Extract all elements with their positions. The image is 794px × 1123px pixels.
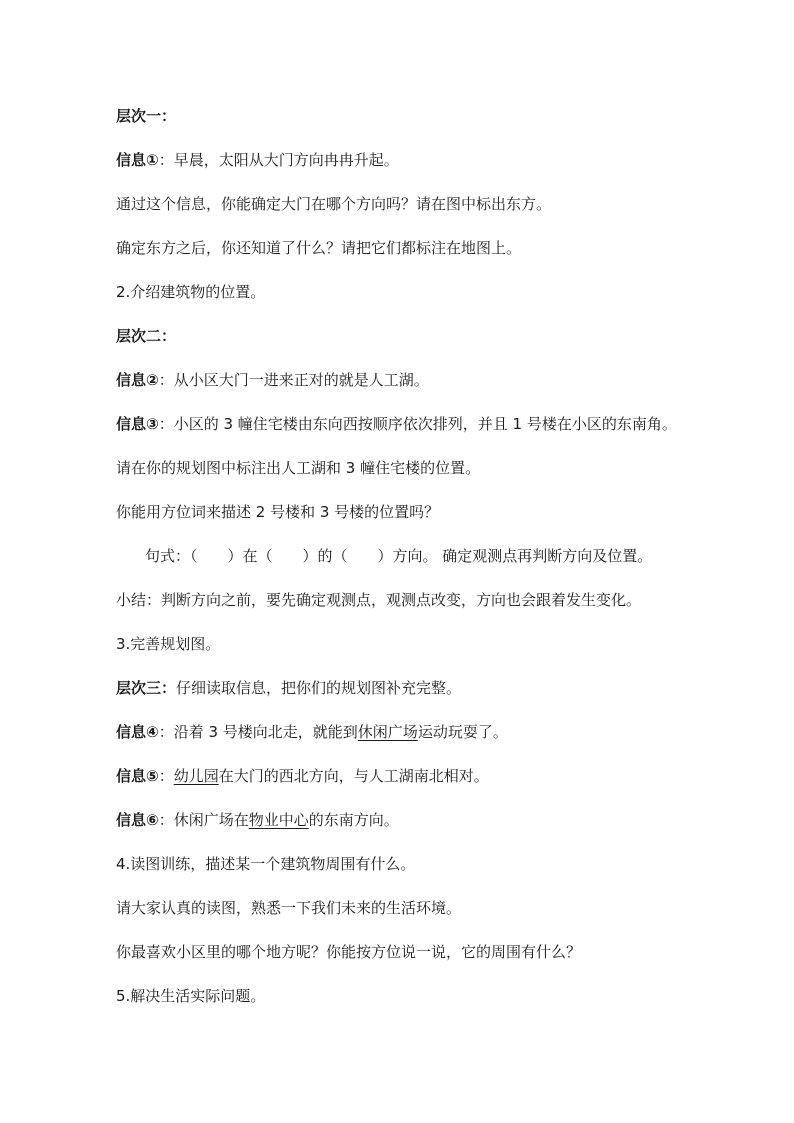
paragraph: 你最喜欢小区里的哪个地方呢？你能按方位说一说，它的周围有什么？ bbox=[116, 943, 582, 961]
info-label: 信息④ bbox=[116, 723, 159, 741]
underlined-place: 休闲广场 bbox=[357, 723, 418, 741]
paragraph: 请大家认真的读图，熟悉一下我们未来的生活环境。 bbox=[116, 899, 462, 917]
paragraph: 通过这个信息，你能确定大门在哪个方向吗？请在图中标出东方。 bbox=[116, 195, 552, 213]
paragraph: 确定东方之后，你还知道了什么？请把它们都标注在地图上。 bbox=[116, 239, 522, 257]
info-label: 信息① bbox=[116, 151, 159, 169]
paragraph: 请在你的规划图中标注出人工湖和 3 幢住宅楼的位置。 bbox=[116, 459, 481, 477]
info-text: 的东南方向。 bbox=[308, 811, 399, 829]
sentence-pattern: 句式：（ ）在（ ）的（ ）方向。 确定观测点再判断方向及位置。 bbox=[145, 547, 653, 565]
section-label: 层次三： bbox=[116, 679, 177, 697]
summary: 小结：判断方向之前，要先确定观测点，观测点改变，方向也会跟着发生变化。 bbox=[116, 591, 642, 609]
info-text: ：早晨，太阳从大门方向冉冉升起。 bbox=[158, 151, 399, 169]
section-heading-level-3 bbox=[116, 678, 461, 698]
info-text: ：从小区大门一进来正对的就是人工湖。 bbox=[158, 371, 429, 389]
section-text: 仔细读取信息，把你们的规划图补充完整。 bbox=[176, 679, 462, 697]
info-text: 在大门的西北方向，与人工湖南北相对。 bbox=[218, 767, 489, 785]
step-heading: 4.读图训练，描述某一个建筑物周围有什么。 bbox=[116, 855, 416, 873]
paragraph: 你能用方位词来描述 2 号楼和 3 号楼的位置吗？ bbox=[116, 503, 440, 521]
info-2 bbox=[116, 370, 429, 390]
info-6 bbox=[116, 810, 399, 830]
step-heading: 3.完善规划图。 bbox=[116, 635, 221, 653]
info-label: 信息⑥ bbox=[116, 811, 159, 829]
info-text: ：休闲广场在 bbox=[158, 811, 249, 829]
underlined-place: 物业中心 bbox=[248, 811, 309, 829]
step-heading: 5.解决生活实际问题。 bbox=[116, 987, 266, 1005]
info-text: ：小区的 3 幢住宅楼由东向西按顺序依次排列，并且 1 号楼在小区的东南角。 bbox=[158, 415, 677, 433]
section-heading-level-2: 层次二： bbox=[116, 327, 177, 345]
info-label: 信息③ bbox=[116, 415, 159, 433]
info-text: 运动玩耍了。 bbox=[417, 723, 508, 741]
info-1 bbox=[116, 150, 399, 170]
info-text: ： bbox=[158, 767, 174, 785]
info-label: 信息⑤ bbox=[116, 767, 159, 785]
info-5 bbox=[116, 766, 489, 786]
info-4 bbox=[116, 722, 508, 742]
info-3 bbox=[116, 414, 677, 434]
underlined-place: 幼儿园 bbox=[173, 767, 219, 785]
info-text: ：沿着 3 号楼向北走，就能到 bbox=[158, 723, 358, 741]
step-heading: 2.介绍建筑物的位置。 bbox=[116, 283, 266, 301]
info-label: 信息② bbox=[116, 371, 159, 389]
section-heading-level-1: 层次一： bbox=[116, 107, 177, 125]
